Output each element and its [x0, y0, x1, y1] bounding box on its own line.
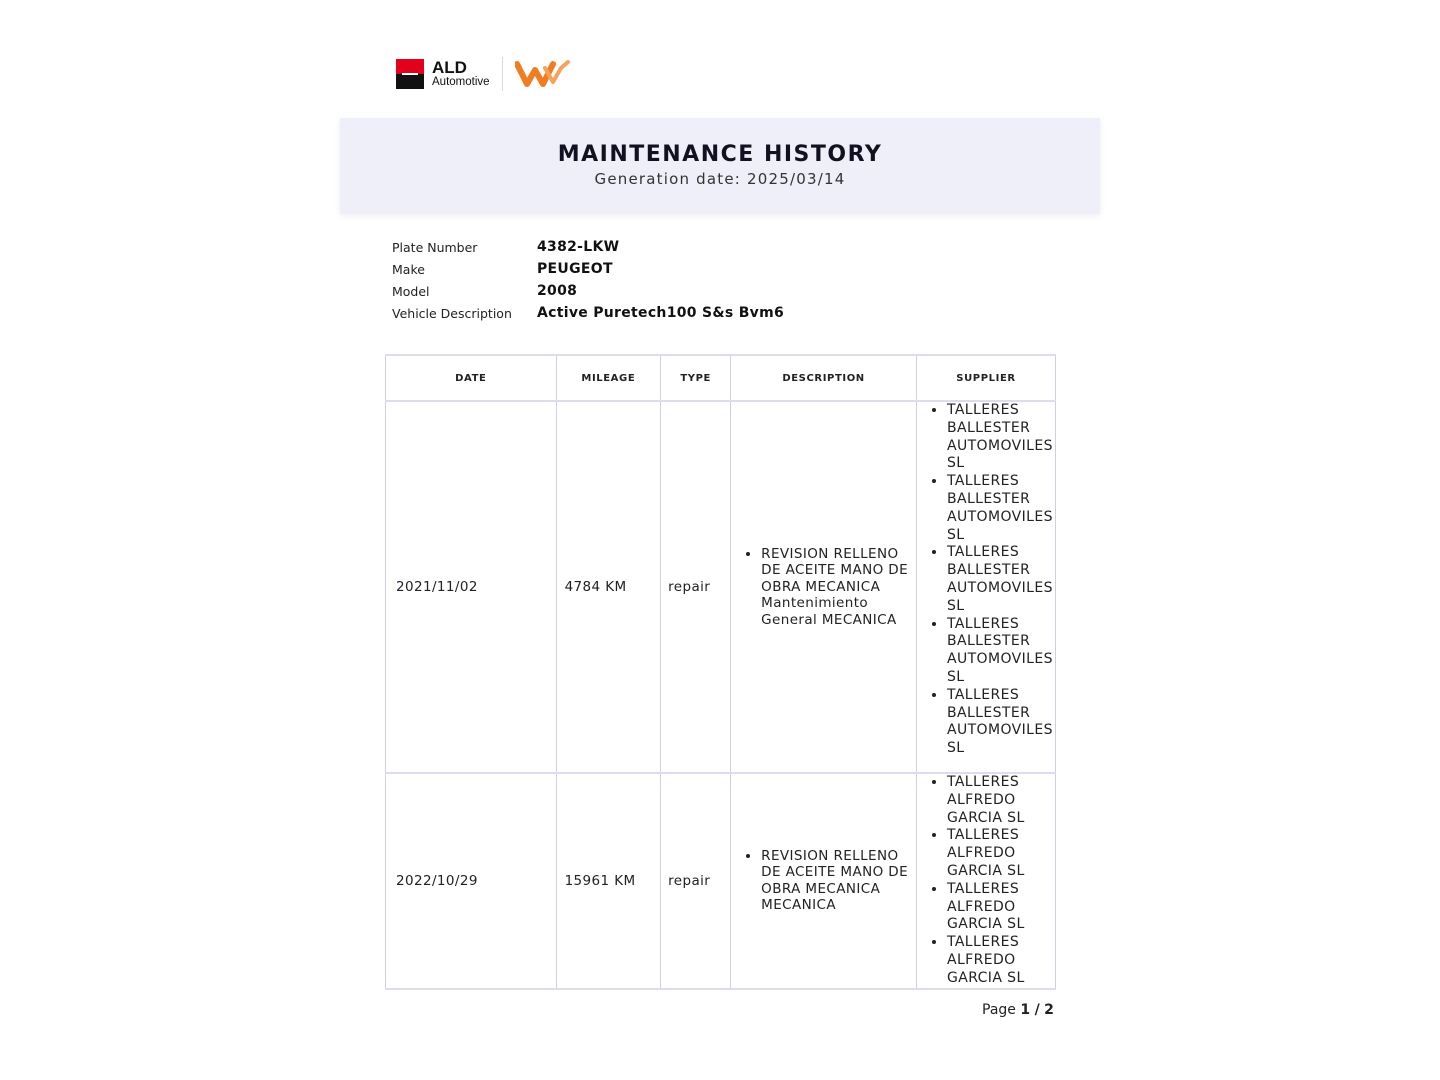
vehicle-description-row — [392, 302, 784, 324]
supplier-item: • TALLERES ALFREDO GARCIA SL — [947, 827, 1055, 880]
cell-description — [731, 401, 917, 773]
supplier-item: • TALLERES BALLESTER AUTOMOVILES SL — [947, 616, 1055, 687]
cell-mileage: 15961 KM — [556, 773, 661, 989]
cell-supplier — [916, 401, 1055, 773]
column-header-supplier: SUPPLIER — [916, 355, 1055, 401]
cell-date: 2022/10/29 — [386, 773, 557, 989]
cell-date: 2021/11/02 — [386, 401, 557, 773]
maintenance-table — [385, 354, 1056, 990]
column-header-mileage: MILEAGE — [556, 355, 661, 401]
page-total: 2 — [1044, 1002, 1054, 1018]
partner-logo-icon — [515, 58, 571, 90]
page-current: 1 — [1020, 1002, 1031, 1018]
cell-type: repair — [661, 773, 731, 989]
vehicle-description-value: Active Puretech100 S&s Bvm6 — [537, 305, 785, 321]
make-value: PEUGEOT — [537, 261, 613, 277]
plate-label: Plate Number — [392, 239, 478, 255]
vehicle-model-row — [392, 280, 784, 302]
make-label: Make — [392, 261, 425, 277]
supplier-item: • TALLERES BALLESTER AUTOMOVILES SL — [947, 687, 1055, 758]
model-label: Model — [392, 283, 430, 299]
page-number — [982, 1002, 1054, 1018]
ald-sub: Automotive — [432, 76, 490, 89]
logo-area — [396, 56, 571, 92]
ald-logo-icon — [396, 59, 424, 89]
vehicle-make-row — [392, 258, 784, 280]
cell-description — [731, 773, 917, 989]
vehicle-info — [392, 236, 784, 324]
cell-supplier — [916, 773, 1055, 989]
supplier-item: • TALLERES ALFREDO GARCIA SL — [947, 774, 1055, 827]
supplier-item: • TALLERES BALLESTER AUTOMOVILES SL — [947, 402, 1055, 473]
supplier-item: • TALLERES ALFREDO GARCIA SL — [947, 934, 1055, 987]
column-header-date: DATE — [386, 355, 557, 401]
logo-divider — [502, 57, 503, 91]
generation-date: Generation date: 2025/03/14 — [594, 170, 846, 188]
ald-name: ALD — [432, 58, 467, 78]
table-row — [386, 773, 1056, 989]
vehicle-description-label: Vehicle Description — [392, 305, 512, 321]
description-item: • REVISION RELLENO DE ACEITE MANO DE OBRA MECANICA MECANICA — [761, 848, 916, 914]
table-header-row — [386, 355, 1056, 401]
cell-type: repair — [661, 401, 731, 773]
column-header-description: DESCRIPTION — [731, 355, 917, 401]
page-prefix: Page — [982, 1002, 1016, 1018]
page-title: MAINTENANCE HISTORY — [557, 142, 883, 167]
header-band — [340, 118, 1100, 214]
vehicle-plate-row — [392, 236, 784, 258]
plate-value: 4382-LKW — [537, 239, 620, 255]
ald-logo-text — [432, 59, 490, 89]
supplier-item: • TALLERES BALLESTER AUTOMOVILES SL — [947, 473, 1055, 544]
supplier-item: • TALLERES BALLESTER AUTOMOVILES SL — [947, 544, 1055, 615]
table-row — [386, 401, 1056, 773]
column-header-type: TYPE — [661, 355, 731, 401]
model-value: 2008 — [537, 283, 578, 299]
cell-mileage: 4784 KM — [556, 401, 661, 773]
description-item: • REVISION RELLENO DE ACEITE MANO DE OBRA MECANICA Mantenimiento General MECANICA — [761, 546, 916, 629]
page-separator: / — [1034, 1002, 1040, 1018]
supplier-item: • TALLERES ALFREDO GARCIA SL — [947, 881, 1055, 934]
